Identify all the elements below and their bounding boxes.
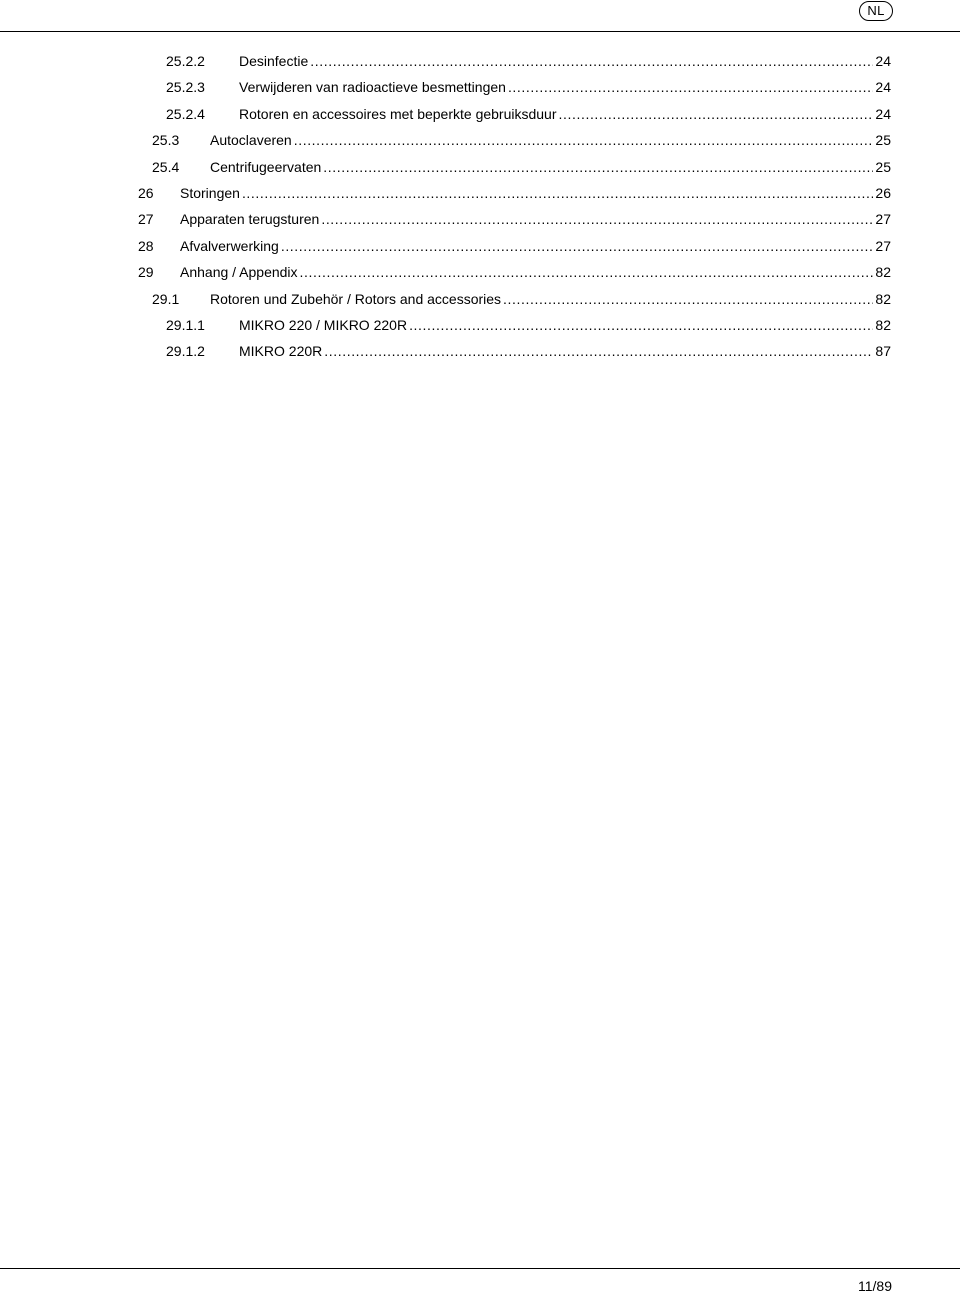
toc-entry-title: Centrifugeervaten	[210, 158, 322, 175]
language-badge: NL	[859, 1, 893, 21]
toc-leader-dots	[323, 156, 873, 178]
toc-entry-page: 82	[875, 264, 891, 281]
toc-entry-title: Apparaten terugsturen	[180, 211, 320, 228]
toc-leader-dots	[281, 235, 874, 257]
toc-entry-number: 29.1.2	[166, 343, 205, 360]
toc-entry-page: 25	[875, 158, 891, 175]
toc-entry-page: 25	[875, 132, 891, 149]
toc-leader-dots	[508, 76, 873, 98]
toc-leader-dots	[294, 129, 874, 151]
toc-entry-title: Anhang / Appendix	[180, 264, 298, 281]
toc-entry-number: 25.3	[152, 132, 180, 149]
toc-entry[interactable]	[166, 340, 891, 362]
toc-leader-dots	[310, 50, 873, 72]
toc-leader-dots	[559, 103, 874, 125]
toc-leader-dots	[409, 314, 873, 336]
toc-entry-page: 24	[875, 79, 891, 96]
toc-entry-title: Autoclaveren	[210, 132, 292, 149]
toc-entry-number: 29	[138, 264, 154, 281]
toc-entry[interactable]	[138, 261, 891, 283]
toc-entry-title: MIKRO 220 / MIKRO 220R	[239, 317, 408, 333]
toc-entry[interactable]	[152, 156, 891, 178]
toc-entry[interactable]	[166, 314, 891, 336]
toc-entry-number: 29.1.1	[166, 317, 205, 333]
toc-entry-page: 87	[875, 343, 891, 360]
toc-entry-page: 27	[875, 211, 891, 228]
toc-entry-title: MIKRO 220R	[239, 343, 323, 360]
toc-entry[interactable]	[138, 208, 891, 230]
toc-entry-title: Storingen	[180, 185, 240, 201]
toc-leader-dots	[321, 208, 873, 230]
toc-entry[interactable]	[166, 76, 891, 98]
toc-entry[interactable]	[152, 288, 891, 310]
toc-entry-title: Rotoren en accessoires met beperkte gebruiksduur	[239, 105, 557, 122]
toc-entry-number: 27	[138, 211, 154, 228]
toc-leader-dots	[242, 182, 873, 204]
toc-entry-title: Rotoren und Zubehör / Rotors and accessories	[210, 290, 502, 307]
toc-entry-page: 82	[875, 290, 891, 307]
toc-entry-page: 82	[875, 317, 891, 333]
footer-rule	[0, 1268, 960, 1269]
toc-entry-number: 25.2.4	[166, 105, 205, 122]
toc-entry-title: Verwijderen van radioactieve besmettingen	[239, 79, 506, 96]
header-rule	[0, 31, 960, 32]
toc-entry-number: 26	[138, 185, 154, 201]
toc-entry-page: 24	[875, 53, 891, 69]
toc-entry-page: 27	[875, 237, 891, 254]
toc-entry-title: Afvalverwerking	[180, 237, 279, 254]
toc-entry[interactable]	[138, 182, 891, 204]
toc-entry-page: 24	[875, 105, 891, 122]
toc-entry-number: 29.1	[152, 290, 180, 307]
toc-leader-dots	[503, 288, 873, 310]
toc-entry-page: 26	[875, 185, 891, 201]
toc-entry-number: 25.2.3	[166, 79, 205, 96]
toc-entry-title: Desinfectie	[239, 53, 309, 69]
toc-entry-number: 28	[138, 237, 154, 254]
toc-entry[interactable]	[166, 50, 891, 72]
toc-entry-number: 25.4	[152, 158, 180, 175]
toc-entry[interactable]	[138, 235, 891, 257]
toc-leader-dots	[324, 340, 873, 362]
toc-leader-dots	[300, 261, 874, 283]
toc-entry-number: 25.2.2	[166, 53, 205, 69]
toc-entry[interactable]	[166, 103, 891, 125]
page-number: 11/89	[858, 1278, 892, 1294]
toc-entry[interactable]	[152, 129, 891, 151]
